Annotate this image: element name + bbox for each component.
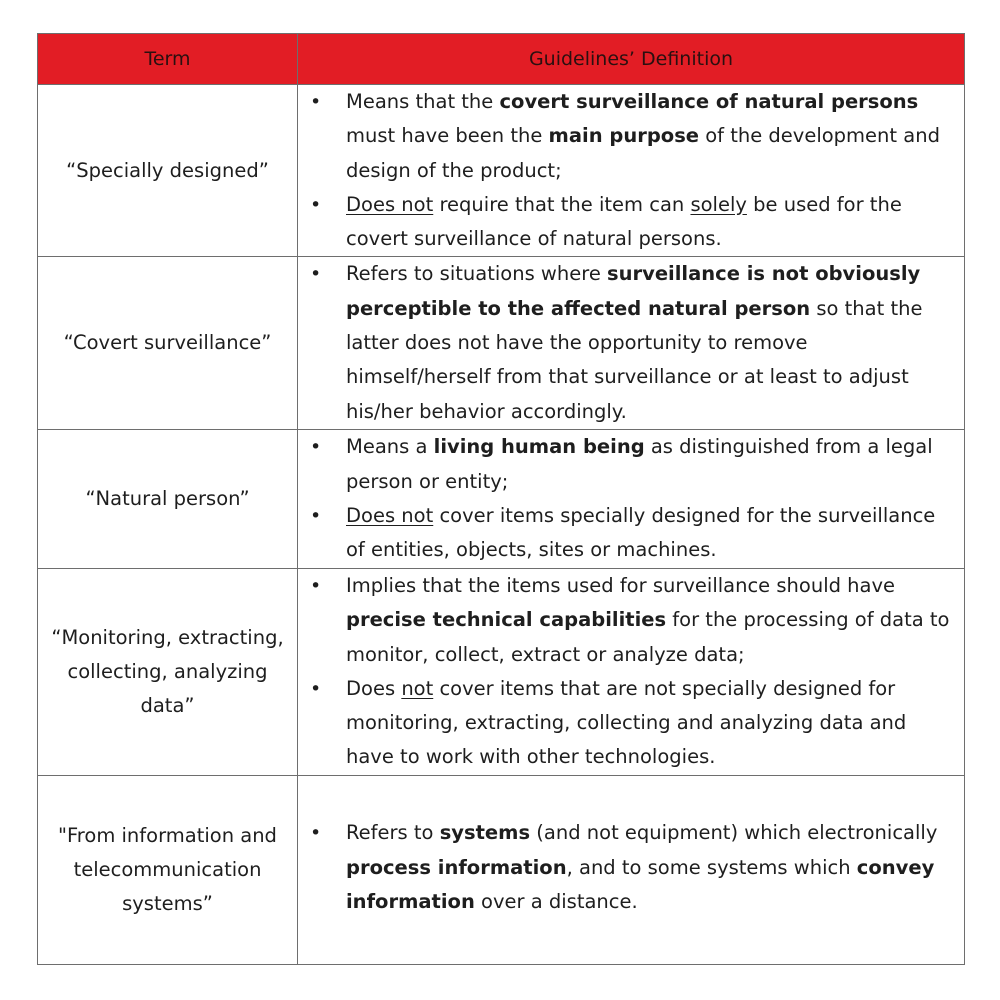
- bullet-list: [298, 569, 954, 775]
- text-run: Means a: [346, 435, 434, 459]
- text-run: must have been the: [346, 124, 549, 148]
- bullet-text: [346, 677, 906, 769]
- bold-text: process information: [346, 855, 567, 879]
- table-row: [38, 85, 965, 257]
- definition-cell: [298, 85, 965, 257]
- text-run: so that the latter does not have the opportunity to remove himself/herself from that surveillance or at least to adjust his/her behavior accordingly.: [346, 296, 923, 423]
- bullet-list: [298, 257, 954, 428]
- underlined-text: not: [401, 676, 434, 700]
- bullet-item: [298, 85, 954, 188]
- text-run: Refers to: [346, 821, 440, 845]
- bullet-list: [298, 816, 954, 919]
- bold-text: main purpose: [548, 124, 700, 148]
- text-run: be used for the covert surveillance of natural persons.: [346, 192, 902, 251]
- text-run: as distinguished from a legal person or entity;: [346, 435, 933, 493]
- bullet-item: [298, 257, 954, 428]
- text-run: Does: [346, 676, 402, 700]
- table-row: [38, 429, 965, 568]
- bullet-item: [298, 188, 954, 257]
- text-run: over a distance.: [474, 889, 638, 913]
- bullet-text: [346, 821, 937, 913]
- bullet-item: [298, 816, 954, 919]
- table-row: [38, 257, 965, 429]
- definition-cell: [298, 257, 965, 429]
- bold-text: covert surveillance of natural persons: [499, 90, 919, 113]
- text-run: require that the item can: [433, 192, 691, 216]
- definition-cell: [298, 429, 965, 568]
- bullet-list: [298, 430, 954, 567]
- underlined-text: Does not: [346, 503, 434, 527]
- text-run: Refers to situations where: [346, 262, 608, 286]
- bullet-text: [346, 193, 902, 250]
- bullet-list: [298, 85, 954, 256]
- header-row: [38, 34, 965, 85]
- text-run: for the processing of data to monitor, collect, extract or analyze data;: [346, 608, 950, 666]
- text-run: (and not equipment) which electronically: [530, 821, 938, 845]
- bullet-item: [298, 672, 954, 775]
- text-run: Means that the: [346, 90, 500, 113]
- table-row: [38, 568, 965, 775]
- bold-text: precise technical capabilities: [346, 608, 667, 632]
- bold-text: surveillance is not obviously perceptible to the affected natural person: [346, 262, 921, 320]
- bullet-text: [346, 262, 922, 422]
- definition-cell: [298, 775, 965, 964]
- text-run: cover items specially designed for the surveillance of entities, objects, sites or machines.: [346, 503, 936, 562]
- text-run: , and to some systems which: [566, 855, 857, 879]
- term-cell: “Monitoring, extracting, collecting, analyzing data”: [38, 568, 298, 775]
- text-run: of the development and design of the product;: [346, 124, 940, 182]
- bold-text: systems: [439, 821, 531, 845]
- bullet-text: [346, 504, 935, 561]
- bullet-text: [346, 435, 933, 492]
- bullet-item: [298, 430, 954, 499]
- text-run: cover items that are not specially designed for monitoring, extracting, collecting and analyzing data and have to work with other technologies.: [346, 676, 907, 769]
- definitions-table: [37, 33, 965, 965]
- term-cell: “Specially designed”: [38, 85, 298, 257]
- bold-text: convey information: [346, 855, 935, 913]
- underlined-text: Does not: [346, 192, 434, 216]
- bold-text: living human being: [433, 435, 645, 459]
- text-run: Implies that the items used for surveillance should have: [346, 573, 896, 597]
- bullet-text: [346, 574, 949, 666]
- header-term: Term: [38, 34, 298, 85]
- header-definition: Guidelines’ Definition: [298, 34, 965, 85]
- table-row: [38, 775, 965, 964]
- bullet-text: [346, 90, 940, 182]
- bullet-item: [298, 499, 954, 568]
- term-cell: "From information and telecommunication systems”: [38, 775, 298, 964]
- bullet-item: [298, 569, 954, 672]
- term-cell: “Natural person”: [38, 429, 298, 568]
- underlined-text: solely: [690, 192, 747, 216]
- definition-cell: [298, 568, 965, 775]
- term-cell: “Covert surveillance”: [38, 257, 298, 429]
